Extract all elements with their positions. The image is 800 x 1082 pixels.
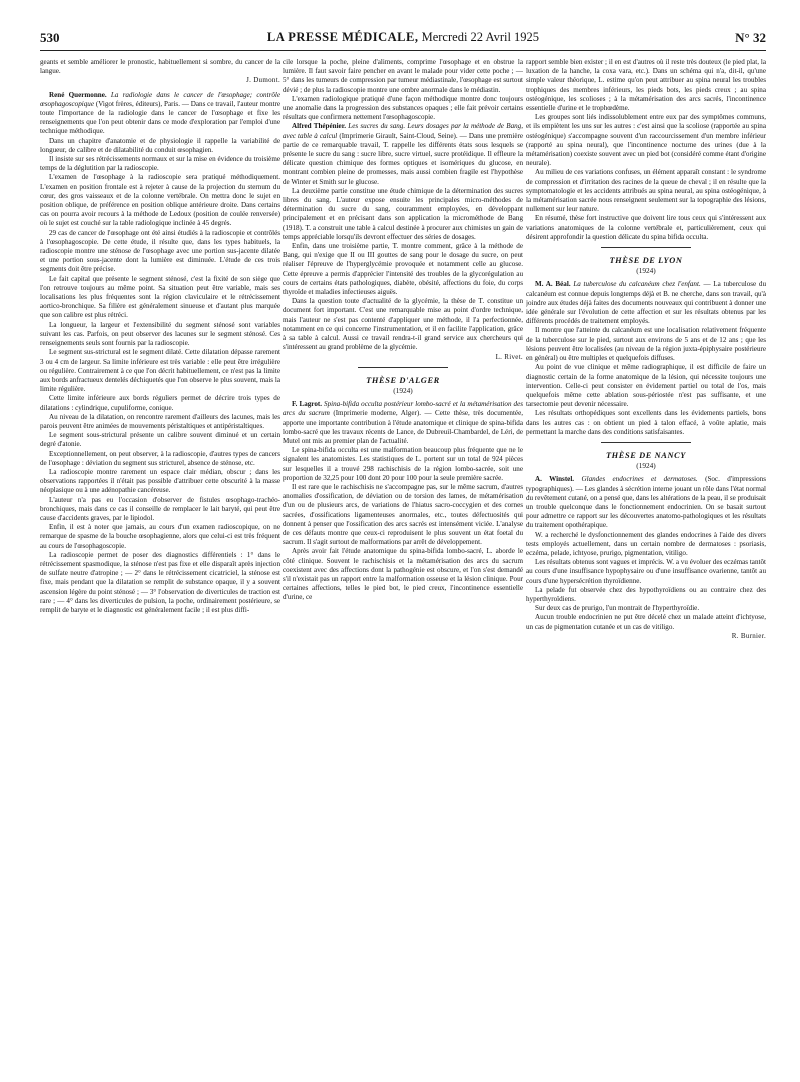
section-divider [601,247,691,248]
paragraph: Il est rare que le rachischisis ne s'accompagne pas, sur le même sacrum, d'autres anomalies d'ossification, de déviation ou de torsion des lames, de métamérisation d'un ou de plusieurs arcs, de variations de l'hiatus sacro-coccygien et des cornes sacrées, d'ossifications ligamenteuses anormales, etc., toutes défectuosités qui donnent à penser que l'ossification des arcs sacrés est intensément viciée. L'analyse de ces défauts montre que ceux-ci reproduisent le plus souvent un état foetal du sacrum. Il s'agit surtout de malformations par arrêt de développement. [283,482,523,547]
entry-title: La radiologie dans le cancer de l'œsophage; contrôle œsophagoscopique [40,90,280,108]
section-heading: THÈSE DE NANCY [605,450,687,460]
section-heading: THÈSE DE LYON [609,256,683,266]
paragraph: La radioscopie montre rarement un espace clair médian, obscur ; dans les observations rapportées il n'était pas possible d'attribuer cette obscurité à la masse néoplasique ou à une adénopathie cancéreuse. [40,467,280,495]
entry-title: Les sucres du sang. Leurs dosages par la méthode de Bang, avec table à calcul [283,122,523,140]
paragraph: Exceptionnellement, on peut observer, à la radioscopie, d'autres types de cancers de l'œsophage : déviation du segment sus stricturel, absence de sténose, etc. [40,449,280,467]
entry-author: F. Lagrot. [292,400,323,409]
entry-text: — La tuberculose du calcanéum est connue depuis longtemps déjà et B. ne cherche, dans son travail, qu'à joindre aux études déjà faites des documents nouveaux qui contribuent à donner une idée générale sur l'évolution de cette affection et sur les résultats obtenus par les différents procédés de traitement employés. [526,280,766,326]
masthead [40,30,766,45]
column-1 [40,58,280,1073]
paragraph: L'examen radiologique pratiqué d'une façon méthodique montre donc toujours une anomalie dans la progression des substances opaques ; elle fait prévoir certains résultats que confirmera nettement l'œsophagoscopie. [283,94,523,122]
review-entry [526,475,766,530]
paragraph: Au niveau de la dilatation, on rencontre rarement d'ailleurs des lacunes, mais les parois peuvent être animées de mouvements péristaltiques et antipéristaltiques. [40,412,280,430]
paragraph: Au milieu de ces variations confuses, un élément apparaît constant : le syndrome de compression et d'irritation des racines de la queue de cheval ; il en résulte que la symptomatologie et les accidents attribués au spina neural, au spina ostéogénique, à la métamérisation sacrée nous renseignent seulement sur la topographie des lésions, nullement sur leur nature. [526,168,766,214]
column-2 [283,58,523,1073]
issue-number: N° 32 [735,30,766,45]
paragraph: Le fait capital que présente le segment sténosé, c'est la fixité de son siège que l'on retrouve toujours au même point. Sa situation peut être variable, mais ses localisations les plus fréquentes sont la région claviculaire et le rétrécissement aortico-bronchique. Sa filière est généralement sinueuse et d'autant plus marquée que son calibre est plus rétréci. [40,274,280,320]
entry-title: Glandes endocrines et dermatoses. [581,475,698,484]
paragraph: Il montre que l'atteinte du calcanéum est une localisation relativement fréquente de la tuberculose sur le pied, surtout aux environs de 5 ans et de 12 ans ; que les lésions peuvent être localisées (au niveau de la région juxta-épiphysaire postérieure en général) ou être multiples et quelquefois diffuses. [526,326,766,363]
section-divider [358,367,448,368]
paragraph: Cette limite inférieure aux bords réguliers permet de décrire trois types de dilatations : cylindrique, cupuliforme, conique. [40,394,280,412]
section-divider [601,442,691,443]
paragraph: La longueur, la largeur et l'extensibilité du segment sténosé sont variables suivant les cas. Parfois, on peut observer des lacunes sur le segment sténosé. Ces renseignements seuls sont fournis par la radioscopie. [40,320,280,348]
journal-title: LA PRESSE MÉDICALE, [266,30,419,44]
paragraph: Enfin, dans une troisième partie, T. montre comment, grâce à la méthode de Bang, qui n'exige que II ou III gouttes de sang pour le dosage du sucre, on peut réaliser l'épreuve de l'hyperglycémie provoquée et notamment celle au glucose. Cette épreuve a permis d'apprécier l'intensité des troubles de la glycorégulation au cours de certains états pathologiques, diabète, obésité, affections du foie, du corps thyroïde et maladies infectieuses aiguës. [283,242,523,297]
review-entry [526,280,766,326]
signature: L. Rivet. [495,352,523,361]
signature: R. Burnier. [731,631,766,640]
paragraph: Le segment sus-strictural est le segment dilaté. Cette dilatation dépasse rarement 3 ou 4 cm de largeur. Sa limite inférieure est très variable : elle peut être irrégulière ou régulière. Contrairement à ce que l'on décrit habituellement, ce n'est pas la limite aux bords anfractueux dentelés déchiquetés que l'on observe le plus souvent, mais la limite régulière. [40,348,280,394]
section-year: (1924) [393,385,413,395]
header-rule [40,50,766,51]
entry-text: (Vigot frères, éditeurs), Paris. — Dans ce travail, l'auteur montre toute l'importance de la radiologie dans le cancer de l'œsophage et fixe les renseignements que l'on peut obtenir dans ce mode d'exploration par l'emploi d'une technique méthodique. [40,99,280,136]
entry-author: A. Winstel. [535,475,575,484]
section-year: (1924) [636,266,656,276]
paragraph: cile lorsque la poche, pleine d'aliments, comprime l'œsophage et en obstrue la lumière. Il faut savoir faire pencher en avant le malade pour vider cette poche ; — 5° dans les tumeurs de compression par tumeur médiastinale, l'œsophage est surtout dévié ; de plus la radioscopie montre une ombre anormale dans le médiastin. [283,58,523,94]
paragraph: Le segment sous-strictural présente un calibre souvent diminué et un certain degré d'atonie. [40,431,280,449]
entry-author: Alfred Thépénier. [292,122,346,131]
page-number: 530 [40,30,60,45]
entry-title: Spina-bifida occulta postérieur lombo-sacré et la métamérisation des arcs du sacrum [283,400,523,418]
entry-author: M. A. Béal. [535,280,571,289]
paragraph: La pelade fut observée chez des hypothyroïdiens ou au contraire chez des hyperthyroïdiens. [526,585,766,603]
paragraph: Aucun trouble endocrinien ne put être décelé chez un malade atteint d'ichtyose, un cas de pigmentation cutanée et un cas de vitiligo. [526,613,766,631]
signature: J. Dumont. [246,76,280,85]
paragraph: Le spina-bifida occulta est une malformation beaucoup plus fréquente que ne le signalent les anatomistes. Les statistiques de L. portent sur un total de 924 pièces sur lesquelles il a trouvé 298 rachischisis de la région lombo-sacrée, soit une proportion de 32,25 pour 100 dont 20 pour 100 pour la seule première sacrée. [283,446,523,482]
entry-author: René Quermonne. [49,90,107,99]
paragraph: Enfin, il est à noter que jamais, au cours d'un examen radioscopique, on ne remarque de spasme de la bouche œsophagienne, alors que celui-ci est très fréquent au cours de l'œsophagoscopie. [40,523,280,550]
paragraph: Les résultats obtenus sont vagues et imprécis. W. a vu évoluer des eczémas tantôt au cours d'une insuffisance hypophysaire ou d'une insuffisance ovarienne, tantôt au cours d'une hypersécrétion thyroïdienne. [526,558,766,585]
review-entry [283,400,523,446]
paragraph: rapport semble bien exister ; il en est d'autres où il reste très douteux (le pied plat, la luxation de la hanche, la coxa vara, etc.). Dans un schéma qui n'a, dit-il, qu'une simple valeur théorique, L. estime qu'on peut attribuer au spina neural les troubles trophiques des membres inférieurs, les pieds bots, les pieds creux ; au spina ostéogénique, les scolioses ; à la métamérisation des arcs sacrés, l'incontinence essentielle d'urine et le trophœdème. [526,58,766,113]
paragraph: Il insiste sur ses rétrécissements normaux et sur la mise en évidence du troisième temps de la déglutition par la radioscopie. [40,155,280,173]
page-header [40,30,766,46]
section-year: (1924) [636,461,656,471]
section-heading: THÈSE D'ALGER [366,375,440,385]
review-entry [283,122,523,186]
paragraph: L'examen de l'œsophage à la radioscopie sera pratiqué méthodiquement. L'examen en position frontale est à rejeter à cause de la projection du sternum du cœur, des gros vaisseaux et de la colonne vertébrale. On mettra donc le sujet en position oblique, de préférence en position oblique antérieure droite. Dans certains cas on pourra avoir recours à la méthode de Ledoux (position de coulée renversée) où le sujet est couché sur la table radiologique inclinée à 45 degrés. [40,173,280,228]
paragraph: Dans un chapitre d'anatomie et de physiologie il rappelle la variabilité de longueur, de calibre et de dilatabilité du conduit œsophagien. [40,136,280,154]
paragraph: L'auteur n'a pas eu l'occasion d'observer de fistules œsophago-trachéo-bronchiques, mais dans ce cas il conseille de remplacer le lait baryté, qui peut être cause d'accidents graves, par le lipiodol. [40,495,280,522]
paragraph: geants et semble améliorer le pronostic, habituellement si sombre, du cancer de la langue. [40,58,280,76]
issue-date: Mercredi 22 Avril 1925 [421,30,540,44]
paragraph: Au point de vue clinique et même radiographique, il est difficile de faire un diagnostic certain de la forme anatomique de la lésion, qui nécessite toujours une intervention. Celle-ci peut consister en évidement partiel ou total de l'os, mais quelquefois même cette ablation sous-périostée n'est pas suffisante, et une tarsectomie peut devenir nécessaire. [526,363,766,409]
paragraph: 29 cas de cancer de l'œsophage ont été ainsi étudiés à la radioscopie et contrôlés à l'œsophagoscopie. De cette étude, il résulte que, dans les types habituels, la radioscopie montre une sténose de l'œsophage avec une portion sus-jacente dilatée et une portion sous-jacente dont la lumière est diminuée. L'étude de ces trois segments doit être précise. [40,228,280,274]
paragraph: Les résultats orthopédiques sont excellents dans les évidements partiels, bons dans les autres cas : on obtient un pied à talon effacé, à voûte aplatie, mais permettant la marche dans des conditions satisfaisantes. [526,409,766,436]
paragraph: Sur deux cas de prurigo, l'un montrait de l'hyperthyroïdie. [535,604,700,613]
entry-text: (Soc. d'impressions typographiques). — Les glandes à sécrétion interne jouant un rôle dans l'état normal du revêtement cutané, on a pensé que, dans les altérations de la peau, il se produisait un trouble quelconque dans le fonctionnement endocrinien. On se basait surtout pour admettre ce rapport sur les découvertes anatomo-pathologiques et les résultats du traitement opothérapique. [526,475,766,530]
entry-text: (Imprimerie Girault, Saint-Cloud, Seine). — Dans une première partie de ce remarquable travail, T. rappelle les différents états sous lesquels se présente le sucre du sang : sucre libre, sucre virtuel, sucre protéidique. Il effleure la délicate question chimique des formes optiques et isomériques du glucose, en montrant combien pleine de promesses, mais aussi combien fragile est l'hypothèse de Winter et Smith sur le glucose. [283,131,523,186]
paragraph: La radioscopie permet de poser des diagnostics différentiels : 1° dans le rétrécissement spasmodique, la sténose n'est pas fixe et elle disparaît après injection de sulfate neutre d'atropine ; — 2° dans le rétrécissement cicatriciel, la sténose est fixe, mais pendant que la dilatation se remplit de substance opaque, il y a souvent ascension légère du point sténosé ; — 3° l'observation de diverticules de traction est rare ; — 4° dans les diverticules de pulsion, la poche, ordinairement postérieure, se remplit de baryte et le diagnostic est généralement facile ; il est plus diffi- [40,550,280,614]
entry-title: La tuberculose du calcanéum chez l'enfant. [573,280,701,289]
paragraph: En résumé, thèse fort instructive que doivent lire tous ceux qui s'intéressent aux variations anatomiques de la colonne vertébrale et, particulièrement, ceux qui désirent approfondir la question délicate du spina bifida occulta. [526,214,766,241]
review-entry [40,91,280,137]
paragraph: Dans la question toute d'actualité de la glycémie, la thèse de T. constitue un document fort important. C'est une remarquable mise au point d'ordre technique, mais l'auteur ne s'est pas contenté d'appliquer une méthode, il l'a perfectionnée, notamment en ce qui concerne l'instrumentation, et il en facilite l'application, grâce à sa table à calcul. Aussi ce travail rendra-t-il grand service aux chercheurs qui s'intéressent au grand problème de la glycémie. [283,297,523,352]
paragraph: La deuxième partie constitue une étude chimique de la détermination des sucres libres du sang. L'auteur expose ensuite les principales micro-méthodes de détermination du sucre du sang, couramment employées, en développant principalement et en précisant dans son application la microméthode de Bang (1918). T. a construit une table à calcul destinée à procurer aux chimistes un gain de temps appréciable lorsqu'ils devront effectuer des séries de dosages. [283,186,523,241]
column-3 [526,58,766,1073]
entry-text: (Imprimerie moderne, Alger). — Cette thèse, très documentée, apporte une importante contribution à l'étude anatomique et clinique de spina-bifida lombo-sacré que les travaux récents de Lance, de Dubreuil-Chambardel, de Léri, de Mutel ont mis au premier plan de l'actualité. [283,409,523,445]
paragraph: Après avoir fait l'étude anatomique du spina-bifida lombo-sacré, L. aborde le côté clinique. Souvent le rachischisis et la métamérisation des arcs du sacrum coexistent avec des affections dont la pathogénie est obscure, et l'on s'est demandé s'il n'existait pas un rapport entre la malformation osseuse et la lésion clinique. Pour certaines affections, telles le pied bot, le pied creux, l'incontinence essentielle d'urine, ce [283,547,523,602]
paragraph: W. a recherché le dysfonctionnement des glandes endocrines à l'aide des divers tests employés actuellement, dans un certain nombre de dermatoses : psoriasis, eczéma, pelade, ichtyose, prurigo, pigmentation, vitiligo. [526,530,766,557]
paragraph: Les groupes sont liés indissolublement entre eux par des symptômes communs, et ils empiètent les uns sur les autres : c'est ainsi que la scoliose (rapportée au spina ostéogénique) s'accompagne souvent d'un raccourcissement d'un membre inférieur (rapporté au spina neural), que l'incontinence nocturne des urines (due à la métamérisation) coexiste souvent avec un pied bot (considéré comme étant d'origine neurale). [526,113,766,168]
